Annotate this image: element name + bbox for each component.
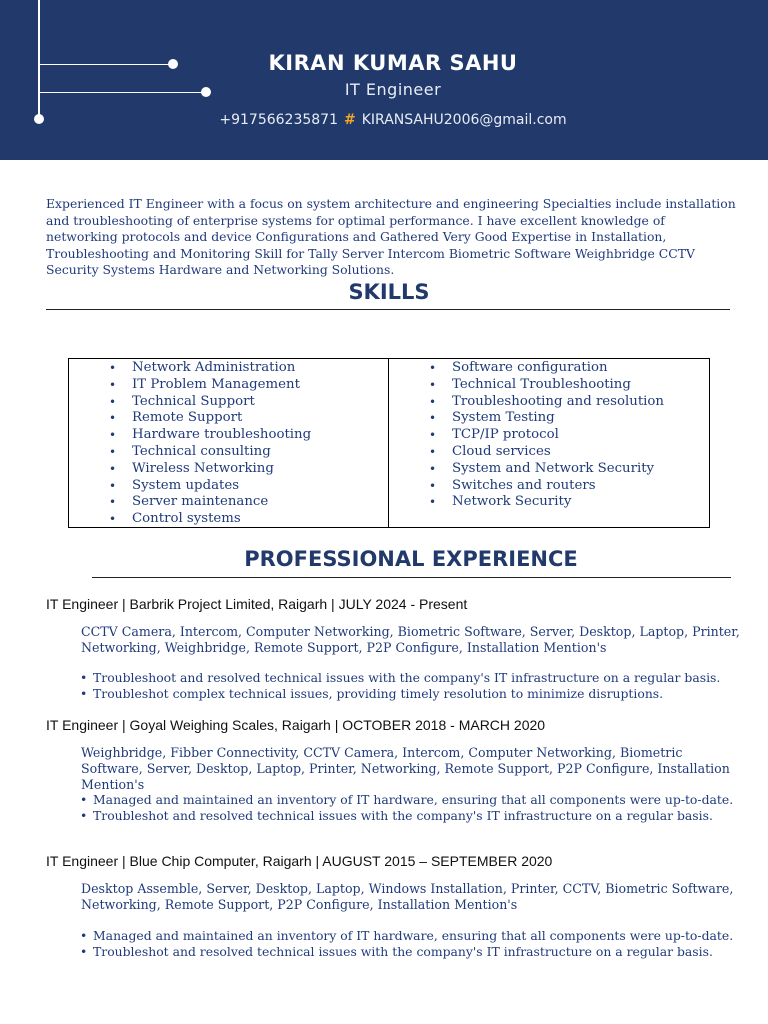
skill-item: • Hardware troubleshooting [69, 427, 388, 444]
skill-item: • Network Security [389, 494, 709, 511]
skills-list-left [69, 359, 388, 528]
experience-divider [92, 577, 731, 578]
job-heading: IT Engineer | Barbrik Project Limited, Raigarh | JULY 2024 - Present [46, 596, 468, 612]
job-technologies: Desktop Assemble, Server, Desktop, Laptop, Windows Installation, Printer, CCTV, Biometric Software, Networking, Remote Support, P2P Configure, Installation Mention's [81, 881, 734, 912]
experience-heading: PROFESSIONAL EXPERIENCE [244, 547, 578, 571]
skill-item: • Cloud services [389, 444, 709, 461]
skills-column-left [69, 359, 389, 527]
skill-item: • Remote Support [69, 410, 388, 427]
job-bullet: • Troubleshot and resolved technical issues with the company's IT infrastructure on a regular basis. [80, 808, 733, 824]
phone-number: +917566235871 [219, 112, 338, 128]
skills-column-right [389, 359, 709, 527]
skill-item: • System Testing [389, 410, 709, 427]
skill-item: • Switches and routers [389, 478, 709, 495]
job-responsibilities [80, 792, 733, 823]
skill-item: • Network Administration [69, 360, 388, 377]
skill-item: • Technical consulting [69, 444, 388, 461]
skills-heading: SKILLS [348, 280, 430, 304]
skill-item: • Wireless Networking [69, 461, 388, 478]
job-heading: IT Engineer | Blue Chip Computer, Raigarh | AUGUST 2015 – SEPTEMBER 2020 [46, 853, 553, 869]
skill-item: • Server maintenance [69, 494, 388, 511]
job-technologies: Weighbridge, Fibber Connectivity, CCTV Camera, Intercom, Computer Networking, Biometric Software, Server, Desktop, Laptop, Printer, Networking, Remote Support, P2P Configure, Installation Mention's [81, 745, 730, 792]
job-bullet: • Troubleshot and resolved technical issues with the company's IT infrastructure on a regular basis. [80, 944, 733, 960]
resume-header [0, 0, 768, 160]
skill-item: • Technical Support [69, 394, 388, 411]
skill-item: • Technical Troubleshooting [389, 377, 709, 394]
job-responsibilities [80, 670, 720, 701]
contact-separator: # [344, 112, 356, 128]
skills-divider [46, 309, 730, 310]
skill-item: • Control systems [69, 511, 388, 528]
skill-item: • Troubleshooting and resolution [389, 394, 709, 411]
candidate-name: KIRAN KUMAR SAHU [268, 51, 518, 75]
job-bullet: • Troubleshoot and resolved technical issues with the company's IT infrastructure on a regular basis. [80, 670, 720, 686]
skill-item: • TCP/IP protocol [389, 427, 709, 444]
email-address: KIRANSAHU2006@gmail.com [361, 112, 567, 128]
skill-item: • System and Network Security [389, 461, 709, 478]
job-heading: IT Engineer | Goyal Weighing Scales, Raigarh | OCTOBER 2018 - MARCH 2020 [46, 717, 546, 733]
candidate-role: IT Engineer [344, 80, 442, 99]
job-bullet: • Troubleshot complex technical issues, providing timely resolution to minimize disruptions. [80, 686, 720, 702]
skill-item: • System updates [69, 478, 388, 495]
job-bullet: • Managed and maintained an inventory of IT hardware, ensuring that all components were up-to-date. [80, 928, 733, 944]
skills-table [68, 358, 710, 528]
skill-item: • Software configuration [389, 360, 709, 377]
job-responsibilities [80, 928, 733, 959]
job-technologies: CCTV Camera, Intercom, Computer Networking, Biometric Software, Server, Desktop, Laptop, Printer, Networking, Weighbridge, Remote Support, P2P Configure, Installation Mention's [81, 624, 740, 655]
contact-line [0, 112, 768, 128]
job-bullet: • Managed and maintained an inventory of IT hardware, ensuring that all components were up-to-date. [80, 792, 733, 808]
professional-summary: Experienced IT Engineer with a focus on system architecture and engineering Specialties include installation and troubleshooting of enterprise systems for optimal performance. I have excellent knowledge of networking protocols and device Configurations and Gathered Very Good Expertise in Installation, Troubleshooting and Monitoring Skill for Tally Server Intercom Biometric Software Weighbridge CCTV Security Systems Hardware and Networking Solutions. [46, 196, 736, 277]
skills-list-right [389, 359, 709, 511]
skill-item: • IT Problem Management [69, 377, 388, 394]
